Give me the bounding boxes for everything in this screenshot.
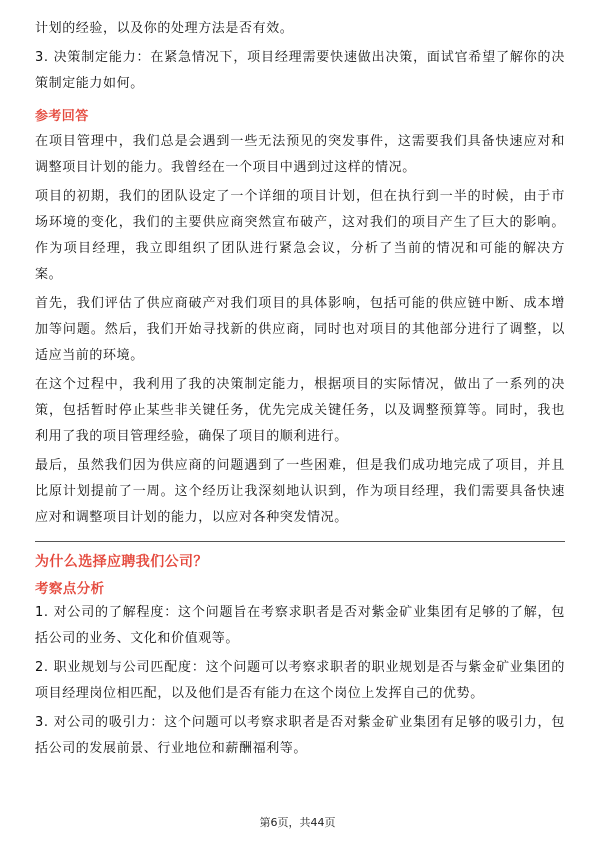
page-number-footer: 第6页，共44页	[259, 816, 336, 829]
answer-paragraph: 首先，我们评估了供应商破产对我们项目的具体影响，包括可能的供应链中断、成本增加等问题。然后，我们开始寻找新的供应商，同时也对项目的其他部分进行了调整，以适应当前的环境。	[35, 296, 565, 363]
intro-item: 3. 决策制定能力：在紧急情况下，项目经理需要快速做出决策，面试官希望了解你的决策制定能力如何。	[35, 50, 565, 91]
document-page	[35, 16, 565, 765]
reference-answer-heading: 参考回答	[35, 109, 89, 124]
answer-paragraph: 在这个过程中，我利用了我的决策制定能力，根据项目的实际情况，做出了一系列的决策，包括暂时停止某些非关键任务，优先完成关键任务，以及调整预算等。同时，我也利用了我的项目管理经验，确保了项目的顺利进行。	[35, 377, 565, 444]
analysis-point: 3. 对公司的吸引力：这个问题可以考察求职者是否对紫金矿业集团有足够的吸引力，包括公司的发展前景、行业地位和薪酬福利等。	[35, 715, 565, 756]
analysis-heading: 考察点分析	[35, 581, 105, 597]
question-title: 为什么选择应聘我们公司？	[35, 554, 208, 570]
answer-paragraph: 项目的初期，我们的团队设定了一个详细的项目计划，但在执行到一半的时候，由于市场环境的变化，我们的主要供应商突然宣布破产，这对我们的项目产生了巨大的影响。作为项目经理，我立即组织了团队进行紧急会议，分析了当前的情况和可能的解决方案。	[35, 189, 565, 282]
answer-paragraph: 最后，虽然我们因为供应商的问题遇到了一些困难，但是我们成功地完成了项目，并且比原计划提前了一周。这个经历让我深刻地认识到，作为项目经理，我们需要具备快速应对和调整项目计划的能力，以应对各种突发情况。	[35, 458, 565, 525]
answer-paragraph: 在项目管理中，我们总是会遇到一些无法预见的突发事件，这需要我们具备快速应对和调整项目计划的能力。我曾经在一个项目中遇到过这样的情况。	[35, 134, 565, 175]
section-divider	[35, 541, 565, 542]
analysis-point: 1. 对公司的了解程度：这个问题旨在考察求职者是否对紫金矿业集团有足够的了解，包括公司的业务、文化和价值观等。	[35, 605, 565, 646]
analysis-point: 2. 职业规划与公司匹配度：这个问题可以考察求职者的职业规划是否与紫金矿业集团的项目经理岗位相匹配，以及他们是否有能力在这个岗位上发挥自己的优势。	[35, 660, 565, 701]
intro-item: 计划的经验，以及你的处理方法是否有效。	[35, 21, 294, 36]
